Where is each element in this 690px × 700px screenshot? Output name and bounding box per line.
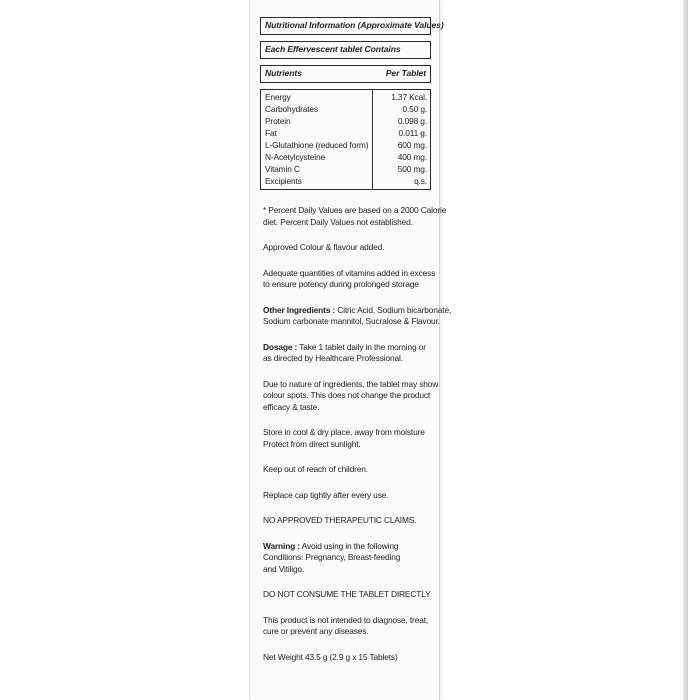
warning-label: Warning :: [263, 540, 300, 551]
cap-note: Replace cap tightly after every use.: [263, 489, 389, 500]
nutrients-table: [260, 89, 431, 190]
storage-note: Store in cool & dry place, away from moisture Protect from direct sunlight.: [263, 427, 425, 449]
consume-warning: DO NOT CONSUME THE TABLET DIRECTLY: [263, 589, 431, 599]
nutrient-value: 0.098 g.: [397, 116, 427, 126]
panel-edge: [683, 0, 688, 700]
product-label-panel: [249, 0, 452, 700]
nutrient-value: 600 mg.: [397, 140, 427, 150]
dosage: Dosage : Take 1 tablet daily in the morning or as directed by Healthcare Professional.: [263, 341, 426, 363]
children-note: Keep out of reach of children.: [263, 464, 368, 474]
nutrition-title-box: [260, 17, 444, 35]
adequate-quantities-note: Adequate quantities of vitamins added in excess to ensure potency during prolonged storage: [263, 267, 436, 289]
nutrient-name: N-Acetylcysteine: [265, 152, 325, 162]
nutrient-value: 500 mg.: [397, 164, 427, 174]
claims-note: NO APPROVED THERAPEUTIC CLAIMS.: [263, 515, 417, 525]
other-ingredients: Other Ingredients : Citric Acid, Sodium bicarbonate, Sodium carbonate mannitol, Sucralose & Flavour.: [263, 304, 452, 326]
nutrient-name: L-Glutathione (reduced form): [265, 140, 369, 150]
nutrient-name: Protein: [265, 116, 291, 126]
tablet-contains-label: Each Effervescent tablet Contains: [265, 44, 401, 54]
net-weight: Net Weight 43.5 g (2.9 g x 15 Tablets): [263, 651, 398, 662]
other-ingredients-label: Other Ingredients :: [263, 304, 336, 315]
nutrient-value: 0.011 g.: [398, 128, 427, 138]
approved-colour-note: Approved Colour & flavour added.: [263, 242, 385, 252]
nutrient-name: Fat: [265, 128, 277, 138]
nature-of-ingredients-note: Due to nature of ingredients, the tablet may show colour spots. This does not change the product efficacy & taste.: [263, 378, 439, 412]
nutrients-header-row: [260, 65, 431, 83]
nutrient-name: Energy: [265, 92, 291, 102]
nutrient-values-column: [373, 90, 430, 189]
daily-values-note: * Percent Daily Values are based on a 2000 Calorie diet. Percent Daily Values not established.: [263, 205, 447, 227]
label-content: [260, 17, 452, 663]
dosage-label: Dosage :: [263, 341, 298, 352]
col-per-tablet-header: Per Tablet: [385, 68, 426, 78]
nutrient-names-column: [261, 90, 373, 189]
nutrient-name: Vitamin C: [265, 164, 300, 174]
nutrient-value: q.s.: [414, 176, 427, 186]
nutrient-value: 400 mg.: [397, 152, 427, 162]
nutrient-name: Carbohydrates: [265, 104, 318, 114]
nutrient-value: 1.37 Kcal.: [391, 92, 427, 102]
disclaimer: This product is not intended to diagnose, treat, cure or prevent any diseases.: [263, 614, 429, 636]
tablet-contains-box: [260, 41, 431, 59]
warning: Warning : Avoid using in the following Conditions: Pregnancy, Breast-feeding and Vitiligo.: [263, 540, 401, 574]
col-nutrients-header: Nutrients: [265, 68, 302, 78]
nutrient-value: 0.50 g.: [402, 104, 427, 114]
nutrient-name: Excipients: [265, 176, 302, 186]
nutrition-title: Nutritional Information (Approximate Values): [265, 20, 444, 30]
